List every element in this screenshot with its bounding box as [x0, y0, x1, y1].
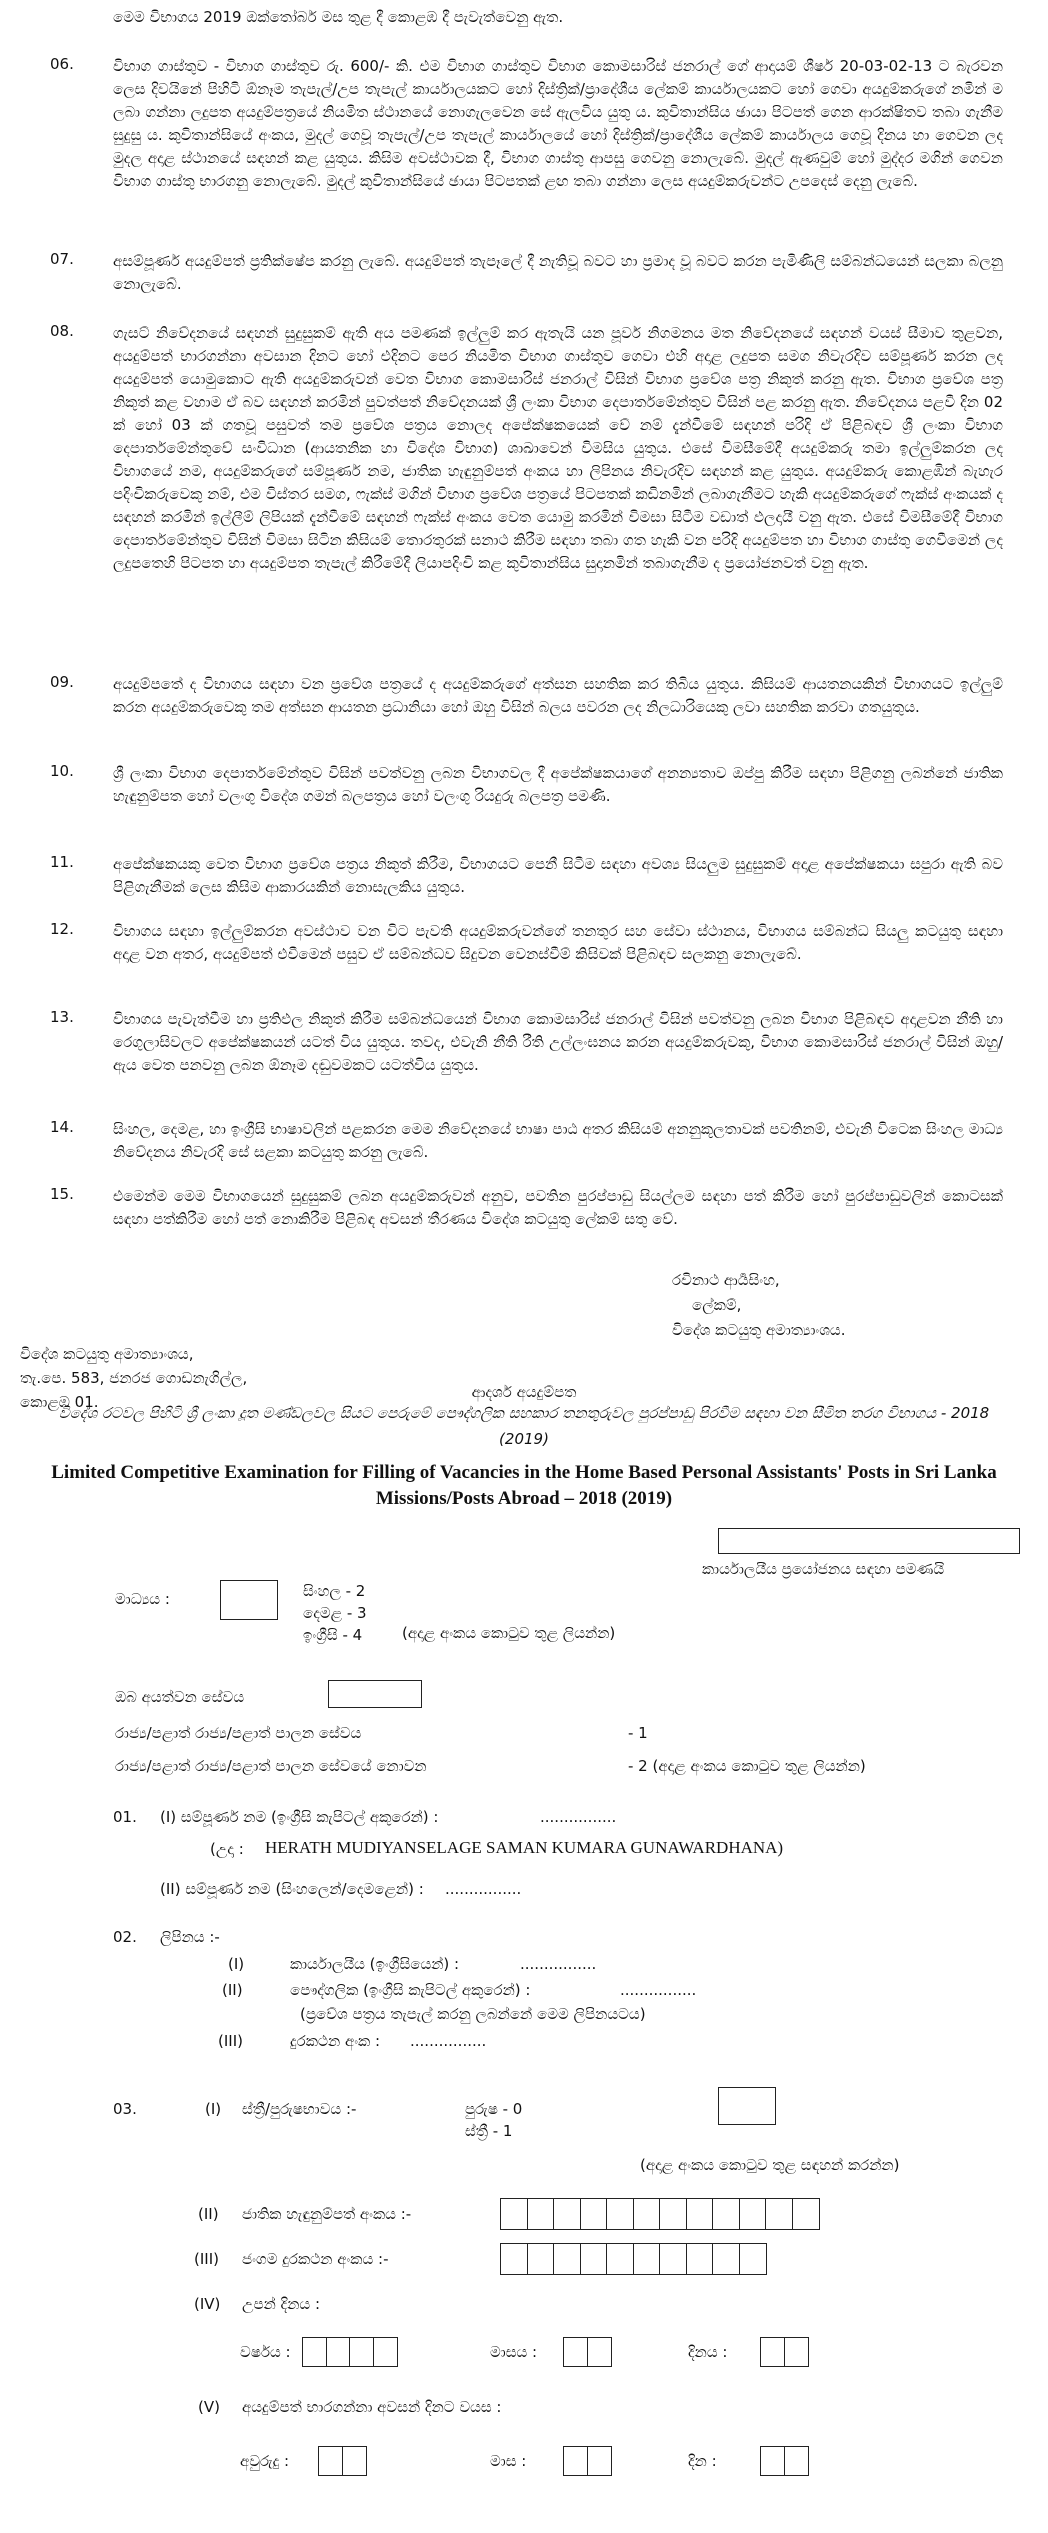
signatory-title: ලේකම්, — [692, 1296, 742, 1314]
q02-address-label: ලිපිනය :- — [160, 1928, 220, 1946]
q03-age-months-label: මාස : — [490, 2452, 527, 2470]
q03-dob-month-label: මාසය : — [490, 2343, 538, 2361]
signature-block — [672, 1268, 845, 1343]
paragraph-number: 14. — [50, 1118, 74, 1136]
paragraph-number: 07. — [50, 250, 74, 268]
paragraph-text: විභාගය පැවැත්වීම හා ප්‍රතිඵල නිකුත් කිරීම සම්බන්ධයෙන් විභාග කොමසාරිස් ජනරාල් විසින් පවත්වනු ලබන විභාග පිළිබඳව අදාළවන නීති හා රෙගුලාසිවලට අපේක්ෂකයන් යටත් විය යුතුය. තවද, එවැනි නීති රීති උල්ලංඝනය කරන අයදුම්කරුවකු, විභාග කොමසාරිස් ජනරාල් විසින් ඔහු/ඇය වෙත පනවනු ලබන ඕනෑම දඬුවමකට යටත්විය යුතුය. — [113, 1010, 1003, 1074]
q02-i-number: (I) — [228, 1955, 245, 1973]
q03-dob-year-label: වර්ෂය : — [240, 2343, 291, 2361]
q03-dob-year-cells[interactable] — [302, 2337, 396, 2367]
q03-gender-hint: (අදාළ අංකය කොටුව තුළ සඳහන් කරන්න) — [640, 2156, 900, 2174]
address-line: විදේශ කටයුතු අමාත්‍යාංශය, — [20, 1345, 194, 1363]
q03-dob-day-label: දිනය : — [688, 2343, 728, 2361]
form-title-english: Limited Competitive Examination for Filling of Vacancies in the Home Based Personal Assistants' Posts in Sri Lanka Missions/Posts Abroad – 2018 (2019) — [51, 1462, 997, 1509]
medium-options — [303, 1580, 367, 1646]
q02-iii-number: (III) — [218, 2032, 243, 2050]
medium-label: මාධ්‍යය : — [115, 1590, 170, 1608]
q01-example-name: HERATH MUDIYANSELAGE SAMAN KUMARA GUNAWARDHANA) — [265, 1838, 784, 1857]
q03-mobile-label: ජංගම දුරකථන අංකය :- — [242, 2250, 389, 2268]
paragraph-number: 12. — [50, 920, 74, 938]
q03-age-days-label: දින : — [688, 2452, 717, 2470]
q03-gender-female: ස්ත්‍රී - 1 — [465, 2122, 513, 2140]
paragraph-text: ගැසට් නිවේදනයේ සඳහන් සුදුසුකම් ඇති අය පමණක් ඉල්ලුම් කර ඇතැයි යන පූර්ව නිගමනය මත නිවේදනයේ සඳහන් වයස් සීමාව තුළවන, අයදුම්පත් භාරගන්නා අවසාන දිනට හෝ එදිනට පෙර නියමිත විභාග ගාස්තුව ගෙවා එහි අදාළ ලදුපත සමග නිවැරදිව සම්පූර්ණ කරන ලද අයදුම්පත් යොමුකොට ඇති අයදුම්කරුවන් වෙත විභාග කොමසාරිස් ජනරාල් විසින් විභාග ප්‍රවේශ පත්‍ර නිකුත් කරනු ඇත. විභාග ප්‍රවේශ පත්‍ර නිකුත් කළ වහාම ඒ බව සඳහන් කරමින් පුවත්පත් නිවේදනයක් ශ්‍රී ලංකා විභාග දෙපාර්තමේන්තුව විසින් පළ කරනු ඇත. නිවේදනය පළවී දින 02 ක් හෝ 03 ක් ගතවූ පසුවත් තම ප්‍රවේශ පත්‍රය නොලද අපේක්ෂකයෙක් වේ නම් දැන්වීමේ සඳහන් පරිදි ඒ පිළිබඳව ශ්‍රී ලංකා විභාග දෙපාර්තමේන්තුවේ සංවිධාන (ආයතනික හා විදේශ විභාග) ශාඛාවෙන් විමසිය යුතුය. එසේ විමසීමේදී අයදුම්කරු තමා ඉල්ලුම්කරන ලද විභාගයේ නම, අයදුම්කරුගේ සම්පූර්ණ නම, ජාතික හැඳුනුම්පත් අංකය හා ලිපිනය නිවැරදිව සඳහන් කළ යුතුය. අයදුම්කරු කොළඹින් බැහැර පදිංචිකරුවෙකු නම්, එම විස්තර සමග, ෆැක්ස් මගින් විභාග ප්‍රවේශ පත්‍රයේ පිටපතක් කඩිනමින් ලබාගැනීමට හැකි අයදුම්කරුගේ ෆැක්ස් අංකයක් ද සඳහන් කරමින් ඉල්ලීම් ලිපියක් දැන්වීමේ සඳහන් ෆැක්ස් අංකය වෙත යොමු කරමින් විමසා සිටීම වඩාත් ඵලදායී වනු ඇත. එසේ විමසීමේදී විභාග දෙපාර්තමේන්තුව විසින් විමසා සිටින කිසියම් තොරතුරක් සනාථ කිරීම සඳහා තබා ගත හැකි වන පරිදි අයදුම්පත හා විභාග ගාස්තු ගෙවීමෙන් ලද ලදුපතෙහි පිටපත හා අයදුම්පත තැපැල් කිරීමේදී ලියාපදිංචි කළ කුවිතාන්සිය සුදානමින් තබාගැනීම ද ප්‍රයෝජනවත් වනු ඇත. — [113, 324, 1003, 572]
q03-i-number: (I) — [205, 2100, 222, 2118]
q02-personal-address-note: (ප්‍රවේශ පත්‍රය තැපැල් කරනු ලබන්නේ මෙම ලිපිනයටය) — [300, 2005, 646, 2023]
medium-hint: (අදාළ අංකය කොටුව තුළ ලියන්න) — [402, 1624, 616, 1642]
paragraph-text: විභාග ගාස්තුව - විභාග ගාස්තුව රු. 600/- කි. එම විභාග ගාස්තුව විභාග කොමසාරිස් ජනරාල් ගේ ආදායම් ශීර්ෂ 20-03-02-13 ට බැරවන ලෙස දිවයිනේ පිහිටි ඕනෑම තැපැල්/උප තැපැල් කාර්යාලයකට හෝ දිස්ත්‍රික්/ප්‍රාදේශීය ලේකම් කාර්යාලයකට හෝ ගෙවා අයදුම්කරුගේ නමින් ම ලබා ගන්නා ලදුපත අයදුම්පත්‍රයේ නියමිත ස්ථානයේ නොගැලවෙන සේ ඇලවිය යුතු ය. කුවිතාන්සිය ඡායා පිටපත් ගෙන ආරක්ෂිතව තබා ගැනීම සුදුසු ය. කුවිතාන්සියේ අංකය, මුදල් ගෙවූ තැපැල්/උප තැපැල් කාර්යාලයේ හෝ දිස්ත්‍රික්/ප්‍රාදේශීය ලේකම් කාර්යාලය ගෙවූ දිනය හා ගෙවන ලද මුදල අදාළ ස්ථානයේ සඳහන් කළ යුතුය. කිසිම අවස්ථාවක දී, විභාග ගාස්තු ආපසු ගෙවනු නොලැබේ. මුදල් ඇණවුම් හෝ මුද්දර මගින් ගෙවන විභාග ගාස්තු භාරගනු නොලැබේ. මුදල් කුවිතාන්සියේ ඡායා පිටපතක් ළඟ තබා ගන්නා ලෙස අයදුම්කරුවන්ට උපදෙස් දෙනු ලැබේ. — [113, 57, 1003, 190]
q01-full-name-local-label: (II) සම්පූර්ණ නම (සිංහලෙන්/දෙමළෙන්) : — [160, 1880, 424, 1898]
q02-phone-blank[interactable]: ................ — [410, 2032, 487, 2050]
service-option-1-value: - 1 — [628, 1724, 648, 1742]
q03-age-label: අයදුම්පත් භාරගන්නා අවසන් දිනට වයස : — [242, 2398, 502, 2416]
paragraph-number: 08. — [50, 322, 74, 340]
paragraph-text: ශ්‍රී ලංකා විභාග දෙපාර්තමේන්තුව විසින් පවත්වනු ලබන විභාගවල දී අපේක්ෂකයාගේ අනන්‍යතාව ඔප්පු කිරීම සඳහා පිළිගනු ලබන්නේ ජාතික හැඳුනුම්පත හෝ වලංගු විදේශ ගමන් බලපත්‍රය හෝ වලංගු රියදුරු බලපත්‍ර පමණි. — [113, 764, 1003, 805]
q03-iv-number: (IV) — [194, 2295, 221, 2313]
q02-office-address-blank[interactable]: ................ — [520, 1955, 597, 1973]
medium-option-tamil: දෙමළ - 3 — [303, 1604, 367, 1622]
q03-age-years-cells[interactable] — [318, 2446, 365, 2476]
q03-mobile-cells[interactable] — [500, 2243, 765, 2275]
medium-box[interactable] — [220, 1580, 278, 1620]
q01-number: 01. — [113, 1808, 137, 1826]
paragraph-text: අපේක්ෂකයකු වෙත විභාග ප්‍රවේශ පත්‍රය නිකුත් කිරීම, විභාගයට පෙනී සිටීම සඳහා අවශ්‍ය සියලුම සුදුසුකම් අදාළ අපේක්ෂකයා සපුරා ඇති බව පිළිගැනීමක් ලෙස කිසිම ආකාරයකින් නොසැලකිය යුතුය. — [113, 855, 1003, 896]
q03-ii-number: (II) — [198, 2205, 219, 2223]
paragraph-number: 13. — [50, 1008, 74, 1026]
medium-option-english: ඉංග්‍රීසි - 4 — [303, 1626, 363, 1644]
signatory-ministry: විදේශ කටයුතු අමාත්‍යාංශය. — [672, 1321, 846, 1339]
model-application-label: ආදර්ශ අයදුම්පත — [471, 1383, 577, 1401]
paragraph-text: එමෙන්ම මෙම විභාගයෙන් සුදුසුකම් ලබන අයදුම්කරුවන් අනුව, පවතින පුරප්පාඩු සියල්ලම සඳහා පත් කිරීම හෝ පුරප්පාඩුවලින් කොටසක් සඳහා පත්කිරීම හෝ පත් නොකිරීම පිළිබඳ අවසන් තීරණය විදේශ කටයුතු ලේකම් සතු වේ. — [113, 1187, 1003, 1228]
paragraph-text: විභාගය සඳහා ඉල්ලුම්කරන අවස්ථාව වන විට පැවති අයදුම්කරුවන්ගේ තනතුර සහ සේවා ස්ථානය, විභාගය සම්බන්ධ සියලු කටයුතු සඳහා අදාළ වන අතර, අයදුම්පත් එවීමෙන් පසුව ඒ සම්බන්ධව සිදුවන වෙනස්වීම් කිසිවක් පිළිබඳව සලකනු නොලැබේ. — [113, 922, 1003, 963]
paragraph-text: අයදුම්පතේ ද විභාගය සඳහා වන ප්‍රවේශ පත්‍රයේ ද අයදුම්කරුගේ අත්සන සහතික කර තිබිය යුතුය. කිසියම් ආයතනයකින් විභාගයට ඉල්ලුම් කරන අයදුම්කරුවෙකු තම අත්සන ආයතන ප්‍රධානියා හෝ ඔහු විසින් බලය පවරන ලද නිලධාරියෙකු ලවා සහතික කරවා ගතයුතුය. — [113, 675, 1003, 716]
paragraph-number: 06. — [50, 55, 74, 73]
q02-ii-number: (II) — [222, 1981, 243, 1999]
service-option-1-label: රාජ්‍ය/පළාත් රාජ්‍ය/පළාත් පාලන සේවය — [115, 1724, 362, 1742]
form-title-sinhala: විදේශ රටවල පිහිටි ශ්‍රී ලංකා දූත මණ්ඩලවල සියට පෙරුමේ පෞද්ගලික සහකාර තනතුරුවල පුරප්පාඩු පිරවීම සඳහා වන සීමිත තරග විභාගය - 2018 (2019) — [58, 1404, 990, 1448]
address-line: කොළඹ 01. — [20, 1393, 99, 1411]
q03-gender-male: පුරුෂ - 0 — [465, 2100, 523, 2118]
q03-age-years-label: අවුරුදු : — [240, 2452, 290, 2470]
q01-local-name-blank[interactable]: ................ — [445, 1880, 522, 1898]
q03-age-days-cells[interactable] — [760, 2446, 807, 2476]
address-line: තැ.පෙ. 583, ජනරජ ගොඩනැගිල්ල, — [20, 1369, 248, 1387]
q03-iii-number: (III) — [194, 2250, 219, 2268]
q03-gender-box[interactable] — [718, 2087, 776, 2125]
q02-personal-address-blank[interactable]: ................ — [620, 1981, 697, 1999]
office-use-box[interactable] — [718, 1528, 1020, 1554]
paragraph-number: 15. — [50, 1185, 74, 1203]
q02-personal-address-label: පෞද්ගලික (ඉංග්‍රීසි කැපිටල් අකුරෙන්) : — [290, 1981, 531, 1999]
intro-line: මෙම විභාගය 2019 ඔක්තෝබර් මස තුළ දී කොළඹ දී පැවැත්වෙනු ඇත. — [113, 8, 564, 26]
q03-dob-label: උපන් දිනය : — [242, 2295, 320, 2313]
q03-dob-month-cells[interactable] — [563, 2337, 610, 2367]
paragraph-number: 11. — [50, 853, 74, 871]
q03-v-number: (V) — [198, 2398, 220, 2416]
q03-gender-label: ස්ත්‍රී/පුරුෂභාවය :- — [242, 2100, 357, 2118]
service-option-2-label: රාජ්‍ය/පළාත් රාජ්‍ය/පළාත් පාලන සේවයේ නොවන — [115, 1757, 427, 1775]
paragraph-text: සිංහල, දෙමළ, හා ඉංග්‍රීසි භාෂාවලින් පළකරන මෙම නිවේදනයේ භාෂා පාඨ අතර කිසියම් අනනුකූලතාවක් පවතිනම්, එවැනි විටෙක සිංහල මාධ්‍ය නිවේදනය නිවැරදි සේ සළකා කටයුතු කරනු ලැබේ. — [113, 1120, 1003, 1161]
q01-example-prefix: (උදා : — [210, 1840, 244, 1858]
q03-number: 03. — [113, 2100, 137, 2118]
office-use-label: කාර්යාලයීය ප්‍රයෝජනය සඳහා පමණයි — [702, 1560, 945, 1578]
q01-english-name-blank[interactable]: ................ — [540, 1808, 617, 1826]
q02-number: 02. — [113, 1928, 137, 1946]
q03-nic-cells[interactable] — [500, 2198, 818, 2230]
q03-nic-label: ජාතික හැඳුනුම්පත් අංකය :- — [242, 2205, 412, 2223]
paragraph-number: 10. — [50, 762, 74, 780]
q02-office-address-label: කාර්යාලයීය (ඉංග්‍රීසියෙන්) : — [290, 1955, 460, 1973]
medium-option-sinhala: සිංහල - 2 — [303, 1582, 366, 1600]
q01-full-name-english-label: (I) සම්පූර්ණ නම (ඉංග්‍රීසි කැපිටල් අකුරෙන්) : — [160, 1808, 439, 1826]
service-label: ඔබ අයත්වන සේවය — [115, 1688, 245, 1706]
q03-age-months-cells[interactable] — [563, 2446, 610, 2476]
paragraph-text: අසම්පූර්ණ අයදුම්පත් ප්‍රතික්ෂේප කරනු ලැබේ. අයදුම්පත් තැපෑලේ දී නැතිවූ බවට හා ප්‍රමාද වූ බවට කරන පැමිණිලි සම්බන්ධයෙන් සලකා බලනු නොලැබේ. — [113, 252, 1003, 293]
service-option-2-value: - 2 (අදාළ අංකය කොටුව තුළ ලියන්න) — [628, 1757, 866, 1775]
signatory-name: රවිනාථ ආර්‍යසිංහ, — [672, 1271, 780, 1289]
paragraph-number: 09. — [50, 673, 74, 691]
q02-phone-label: දුරකථන අංක : — [290, 2032, 381, 2050]
service-box[interactable] — [328, 1680, 422, 1708]
q03-dob-day-cells[interactable] — [760, 2337, 807, 2367]
